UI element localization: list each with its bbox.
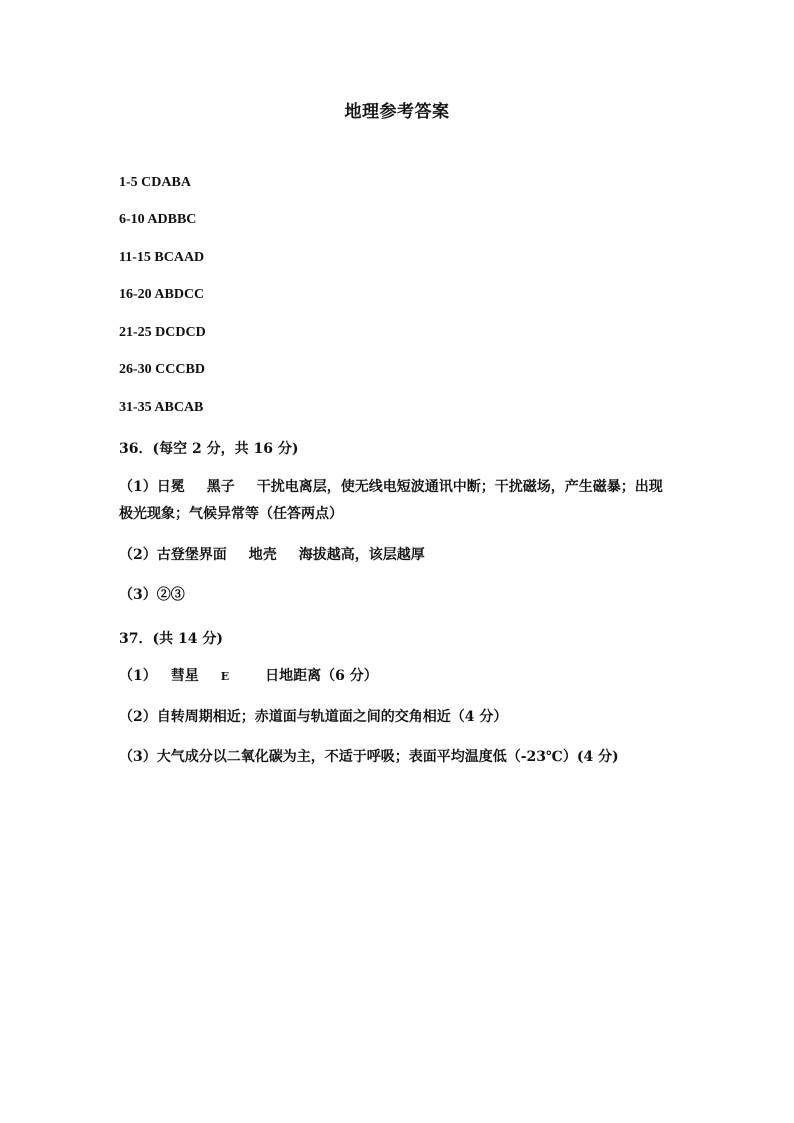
q37-heading: 37．(共 14 分) [119, 631, 223, 647]
q36-part1 [119, 474, 689, 528]
answer-row [119, 212, 196, 228]
answer-row [119, 250, 204, 266]
answer-text: 地壳 [248, 547, 277, 563]
q36-part2 [119, 542, 689, 569]
answer-row [119, 400, 203, 416]
answer-text: 日冕 [156, 479, 185, 495]
answer-range: 11-15 [119, 250, 155, 265]
answer-text: 极光现象；气候异常等（任答两点） [119, 506, 343, 522]
part-label: （3） [119, 749, 157, 765]
q37-part1 [119, 663, 689, 690]
answer-range: 31-35 [119, 400, 155, 415]
answer-text: 自转周期相近；赤道面与轨道面之间的交角相近（4 分） [156, 709, 508, 725]
answer-text: E [220, 670, 230, 683]
part-label: （1） [119, 668, 157, 684]
answer-text: ②③ [156, 587, 185, 603]
answer-row [119, 325, 206, 341]
answer-letters: DCDCD [155, 325, 206, 340]
part-label: （3） [119, 587, 157, 603]
answer-range: 21-25 [119, 325, 156, 340]
answer-text: 海拔越高，该层越厚 [298, 547, 425, 563]
answer-letters: BCAAD [154, 250, 205, 265]
answer-row [119, 287, 204, 303]
answer-range: 6-10 [119, 212, 148, 227]
page-title: 地理参考答案 [344, 102, 450, 122]
answer-text: 大气成分以二氧化碳为主，不适于呼吸；表面平均温度低（-23℃）(4 分) [156, 749, 619, 765]
answer-text: 干扰电离层，使无线电短波通讯中断；干扰磁场，产生磁暴；出现 [256, 479, 663, 495]
answer-range: 16-20 [119, 287, 155, 302]
answer-range: 1-5 [119, 175, 142, 190]
answer-row [119, 175, 191, 191]
answer-text: 古登堡界面 [156, 547, 227, 563]
part-label: （1） [119, 479, 157, 495]
answer-letters: ADBBC [147, 212, 197, 227]
part-label: （2） [119, 709, 157, 725]
q36-part3 [119, 582, 689, 609]
answer-range: 26-30 [119, 362, 156, 377]
q37-part2 [119, 704, 689, 731]
answer-text: 彗星 [170, 668, 199, 684]
answer-letters: ABCAB [154, 400, 204, 415]
answer-text: 黑子 [206, 479, 235, 495]
part-label: （2） [119, 547, 157, 563]
q37-part3 [119, 744, 689, 771]
answer-letters: CCCBD [155, 362, 205, 377]
answer-letters: CDABA [141, 175, 191, 190]
answer-row [119, 362, 205, 378]
answer-letters: ABDCC [154, 287, 205, 302]
answer-text: 日地距离（6 分） [265, 668, 378, 684]
q36-heading: 36．(每空 2 分，共 16 分) [119, 441, 299, 457]
